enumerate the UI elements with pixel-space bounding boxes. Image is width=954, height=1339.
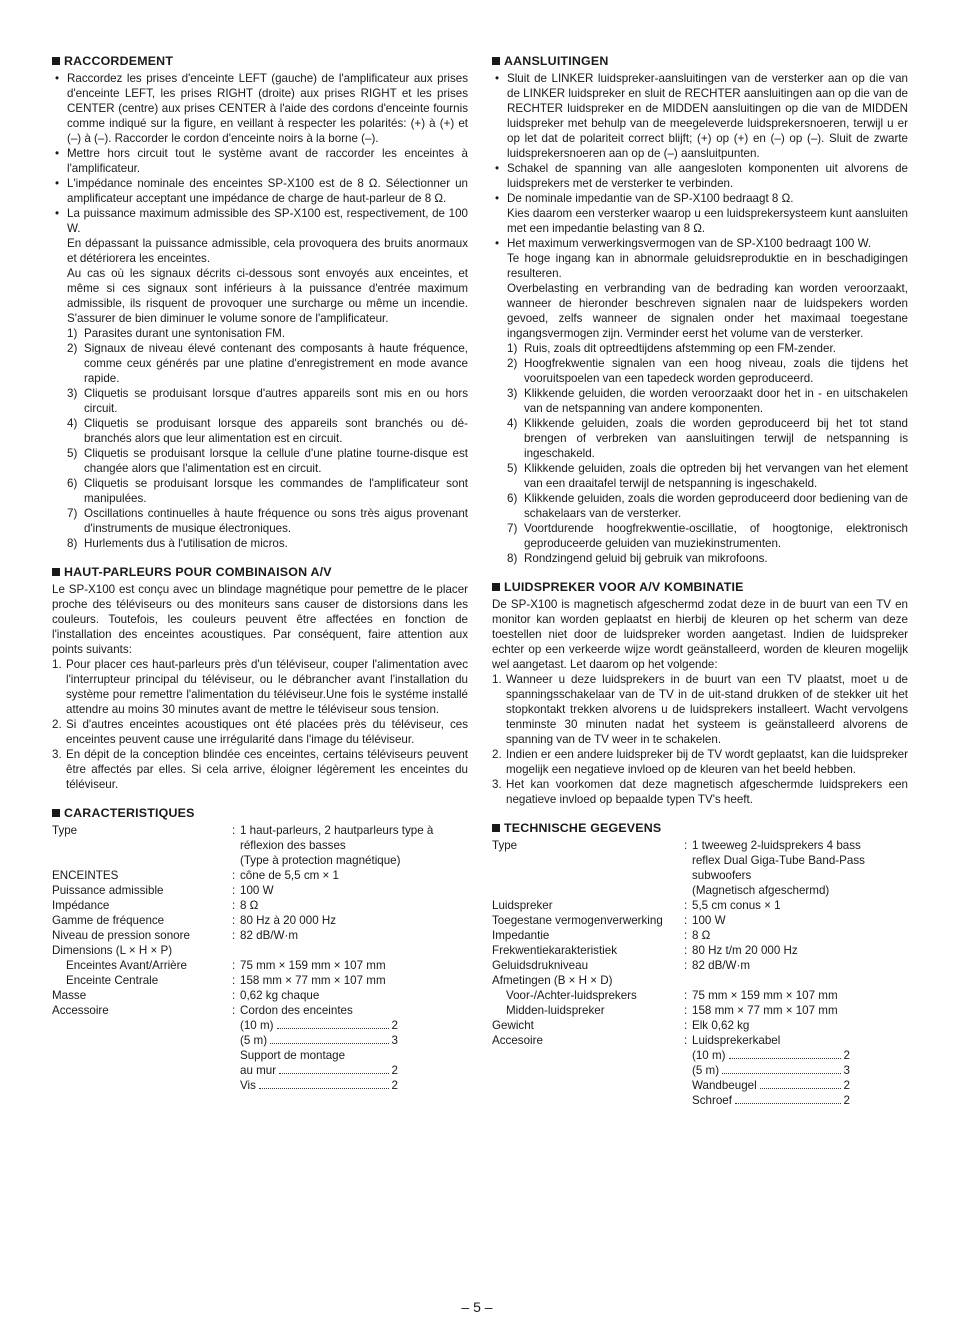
spec-row xyxy=(52,943,468,958)
list-item: 4) Cliquetis se produisant lorsque des appareils sont branchés ou dé-branchés alors que leur alimentation est en circuit. xyxy=(67,417,468,445)
spec-label: Gamme de fréquence xyxy=(52,914,165,927)
list-item: 3. Het kan voorkomen dat deze magnetisch afgeschermde luidsprekers een negatieve invloed op bepaalde typen TV's heeft. xyxy=(492,778,908,806)
spec-value-line: 75 mm × 159 mm × 107 mm xyxy=(240,959,386,972)
colon: : xyxy=(232,959,236,972)
heading-technische: TECHNISCHE GEGEVENS xyxy=(492,821,908,836)
spec-value-line: cône de 5,5 cm × 1 xyxy=(240,869,339,882)
spec-label: Puissance admissible xyxy=(52,884,164,897)
spec-value-line: 5,5 cm conus × 1 xyxy=(692,899,781,912)
bullet-dot-icon: • xyxy=(495,192,500,205)
spec-value xyxy=(684,1003,908,1018)
spec-row xyxy=(492,958,908,973)
list-item: 2. Indien er een andere luidspreker bij de TV wordt geplaatst, kan die luidspreker mogelijk een negatieve invloed op de kleuren van het beeld hebben. xyxy=(492,748,908,776)
spec-table xyxy=(492,838,908,1108)
accessory-line xyxy=(240,1048,398,1063)
signal-list xyxy=(52,326,468,551)
section-raccordement xyxy=(52,54,468,551)
bullet-item: • La puissance maximum admissible des SP-X100 est, respectivement, de 100 W. xyxy=(55,207,468,235)
spec-label: Frekwentiekarakteristiek xyxy=(492,944,617,957)
accessory-qty: 2 xyxy=(391,1064,398,1077)
bullet-dot-icon: • xyxy=(495,237,500,250)
colon: : xyxy=(232,974,236,987)
list-item: 6) Klikkende geluiden, zoals die worden geproduceerd door bediening van de schakelaars van de versterker. xyxy=(507,492,908,520)
dot-leader xyxy=(259,1078,389,1089)
list-item: 8) Hurlements dus à l'utilisation de micros. xyxy=(67,537,288,550)
heading-kombinatie: LUIDSPREKER VOOR A/V KOMBINATIE xyxy=(492,580,908,595)
accessory-label: (10 m) xyxy=(240,1019,274,1032)
colon: : xyxy=(684,989,688,1002)
spec-value-line: (Type à protection magnétique) xyxy=(240,854,401,867)
colon: : xyxy=(684,1019,688,1032)
spec-value-line: 1 tweeweg 2-luidsprekers 4 bass xyxy=(692,839,861,852)
colon: : xyxy=(232,899,236,912)
spec-value-line: subwoofers xyxy=(692,869,752,882)
spec-row xyxy=(492,1003,908,1018)
bullet-item: • Raccordez les prises d'enceinte LEFT (gauche) de l'amplificateur aux prises d'enceinte LEFT, les prises RIGHT (droite) aux prises RIGHT et les prises CENTER (centre) aux prises CENTER à l'aide des cordons d'enceinte fournis comme indiqué sur la figure, en veillant à respecter les polarités: (+) à (+) et (–) à (–). Raccorder le cordon d'enceinte noirs à la borne (–). xyxy=(55,72,468,145)
spec-value xyxy=(684,1018,908,1033)
spec-value-line: 82 dB/W·m xyxy=(240,929,298,942)
spec-row xyxy=(52,1003,468,1018)
spec-value-line: 8 Ω xyxy=(240,899,259,912)
list-item: 1. Pour placer ces haut-parleurs près d'un téléviseur, couper l'alimentation avec l'interrupteur principal du téléviseur, ou le débrancher avant l'installation du système pour remettre l'alimentation du téléviseur.Une fois le systéme installé attendre au moins 30 minutes avant de mettre le téléviseur sous tension. xyxy=(52,658,468,716)
spec-value xyxy=(684,943,908,958)
spec-value-line: Cordon des enceintes xyxy=(240,1004,353,1017)
spec-label: Accessoire xyxy=(52,1004,109,1017)
spec-value xyxy=(684,958,908,973)
list-item: 2. Si d'autres enceintes acoustiques ont été placées près du téléviseur, ces enceintes peuvent cause une irrégularité dans l'image du téléviseur. xyxy=(52,718,468,746)
colon: : xyxy=(684,944,688,957)
paragraph: Overbelasting en verbranding van de bedrading kan worden veroorzaakt, wanneer de hieronder beschreven signalen naar de luidspekers worden gevoed, zelfs wanneer de signalen onder het maximaal toegestane ingangsvermogen zijn. Verminder eerst het volume van de versterker. xyxy=(507,282,908,340)
spec-row xyxy=(52,988,468,1003)
spec-value xyxy=(684,1033,908,1048)
paragraph: Le SP-X100 est conçu avec un blindage magnétique pour pemettre de le placer proche des téléviseurs ou des moniteurs sans causer de distorsions dans les couleurs. Toutefois, les couleurs peuvent être affectées en fonction de l'installation des enceintes acoustiques. Par conséquent, faire attention aux points suivants: xyxy=(52,583,468,656)
spec-row xyxy=(52,958,468,973)
spec-value-line: 100 W xyxy=(692,914,726,927)
dot-leader xyxy=(735,1093,841,1104)
spec-value xyxy=(232,973,468,988)
square-bullet-icon xyxy=(492,57,500,65)
accessory-line xyxy=(240,1033,398,1048)
spec-value xyxy=(232,1003,468,1018)
list-item: 2) Signaux de niveau élevé contenant des composants à haute fréquence, comme ceux générés par une platine d'enregistrement en mode avance rapide. xyxy=(67,342,468,385)
accessory-qty: 2 xyxy=(391,1079,398,1092)
spec-table xyxy=(52,823,468,1093)
section-haut-parleurs xyxy=(52,565,468,792)
bullet-item: • Het maximum verwerkingsvermogen van de SP-X100 bedraagt 100 W. xyxy=(495,237,872,250)
square-bullet-icon xyxy=(492,583,500,591)
spec-label: Geluidsdrukniveau xyxy=(492,959,589,972)
bullet-item: • Schakel de spanning van alle aangesloten komponenten uit alvorens de luidsprekers met de versterker te verbinden. xyxy=(495,162,908,190)
section-kombinatie xyxy=(492,580,908,807)
dot-leader xyxy=(277,1018,389,1029)
colon: : xyxy=(684,839,688,852)
list-item: 3) Cliquetis se produisant lorsque d'autres appareils sont mis en ou hors circuit. xyxy=(67,387,468,415)
spec-row xyxy=(492,898,908,913)
bullet-dot-icon: • xyxy=(55,177,60,190)
spec-value xyxy=(684,838,908,898)
colon: : xyxy=(232,869,236,882)
colon: : xyxy=(232,989,236,1002)
spec-value-line: 8 Ω xyxy=(692,929,711,942)
spec-value-line: 80 Hz t/m 20 000 Hz xyxy=(692,944,798,957)
spec-value xyxy=(232,958,468,973)
paragraph: Kies daarom een versterker waarop u een luidsprekersysteem kunt aansluiten met een impedantie belasting van 8 Ω. xyxy=(507,207,908,235)
accessory-qty: 2 xyxy=(391,1019,398,1032)
square-bullet-icon xyxy=(492,824,500,832)
spec-label: ENCEINTES xyxy=(52,869,119,882)
accessory-label: Schroef xyxy=(692,1094,732,1107)
accessory-line xyxy=(692,1063,850,1078)
list-item: 1) Ruis, zoals dit optreedtijdens afstemming op een FM-zender. xyxy=(507,342,836,355)
spec-label: Accesoire xyxy=(492,1034,543,1047)
list-item: 7) Oscillations continuelles à haute fréquence ou sons très aigus provenant d'instruments de musique électroniques. xyxy=(67,507,468,535)
right-column xyxy=(492,54,908,1108)
bullet-item: • L'impédance nominale des enceintes SP-X100 est de 8 Ω. Sélectionner un amplificateur acceptant une impédance de charge de haut-parleur de 8 Ω. xyxy=(55,177,468,205)
spec-value-line: 158 mm × 77 mm × 107 mm xyxy=(692,1004,838,1017)
list-item: 7) Voortdurende hoogfrekwentie-oscillatie, of hoogtonige, elektronisch geproduceerde geluiden van muziekinstrumenten. xyxy=(507,522,908,550)
spec-value xyxy=(232,883,468,898)
accessory-line xyxy=(240,1018,398,1033)
spec-value-line: 82 dB/W·m xyxy=(692,959,750,972)
left-column xyxy=(52,54,468,1093)
dot-leader xyxy=(760,1078,841,1089)
section-aansluitingen xyxy=(492,54,908,566)
list-item: 2) Hoogfrekwentie signalen van een hoog niveau, zoals die tijdens het vooruitspoelen van een tapedeck worden geproduceerd. xyxy=(507,357,908,385)
accessory-qty: 2 xyxy=(843,1094,850,1107)
spec-value-line: 100 W xyxy=(240,884,274,897)
list-item: 1. Wanneer u deze luidsprekers in de buurt van een TV plaatst, moet u de spanningsschakelaar van de TV in de uit-stand drukken of de stekker uit het stopkontakt trekken alvorens u de luidsprekers installeert. Wacht vervolgens tenminste 30 minuten nadat het systeem is geänstalleerd alvorens de spanning van de TV weer in te schakelen. xyxy=(492,673,908,746)
bullet-dot-icon: • xyxy=(495,162,500,175)
accessory-line xyxy=(692,1093,850,1108)
spec-label: Voor-/Achter-luidsprekers xyxy=(506,989,637,1002)
bullet-item: • Mettre hors circuit tout le système avant de raccorder les enceintes à l'amplificateur. xyxy=(55,147,468,175)
dot-leader xyxy=(722,1063,840,1074)
colon: : xyxy=(684,914,688,927)
spec-label: Gewicht xyxy=(492,1019,534,1032)
accessory-qty: 2 xyxy=(843,1049,850,1062)
paragraph: Au cas où les signaux décrits ci-dessous sont envoyés aux enceintes, et même si ces signaux sont inférieurs à la puissance d'entrée maximum admissible, ils risquent de provoquer une surcharge ou même un incendie. S'assurer de bien diminuer le volume sonore de l'amplificateur. xyxy=(67,267,468,325)
accessory-label: (5 m) xyxy=(240,1034,268,1047)
heading-aansluitingen: AANSLUITINGEN xyxy=(492,54,908,69)
spec-row xyxy=(52,868,468,883)
spec-value xyxy=(684,898,908,913)
colon: : xyxy=(684,1034,688,1047)
signal-list xyxy=(492,341,908,566)
accessory-qty: 3 xyxy=(843,1064,850,1077)
list-item: 4) Klikkende geluiden, zoals die worden geproduceerd bij het tot stand brengen of verbreken van aansluitingen terwijl de netspanning is ingeschakeld. xyxy=(507,417,908,460)
colon: : xyxy=(232,914,236,927)
spec-value-line: Elk 0,62 kg xyxy=(692,1019,750,1032)
square-bullet-icon xyxy=(52,568,60,576)
dot-leader xyxy=(279,1063,388,1074)
list-item: 1) Parasites durant une syntonisation FM. xyxy=(67,327,286,340)
spec-value xyxy=(232,913,468,928)
spec-value-line: 0,62 kg chaque xyxy=(240,989,320,1002)
colon: : xyxy=(684,899,688,912)
list-item: 8) Rondzingend geluid bij gebruik van mikrofoons. xyxy=(507,552,768,565)
spec-label: Dimensions (L × H × P) xyxy=(52,944,173,957)
colon: : xyxy=(684,929,688,942)
accessory-line xyxy=(692,1078,850,1093)
colon: : xyxy=(232,929,236,942)
spec-row xyxy=(492,988,908,1003)
spec-label: Impedantie xyxy=(492,929,550,942)
accessory-label: (5 m) xyxy=(692,1064,720,1077)
square-bullet-icon xyxy=(52,57,60,65)
spec-row xyxy=(492,913,908,928)
spec-row xyxy=(492,943,908,958)
spec-value-line: Luidsprekerkabel xyxy=(692,1034,781,1047)
list-item: 5) Klikkende geluiden, zoals die optreden bij het vervangen van het element van een draaitafel terwijl de netspanning is ingeschakeld. xyxy=(507,462,908,490)
accessory-line xyxy=(240,1078,398,1093)
bullet-item: • Sluit de LINKER luidspreker-aansluitingen van de versterker aan op die van de LINKER luidspreker en sluit de RECHTER aansluitingen aan op die van de RECHTER luidspreker en de MIDDEN aansluitingen op die van de MIDDEN luidspreker met behulp van de meegeleverde luidsprekersnoeren, terwijl u er op let dat de polariteit correct blijft; (+) op (+) en (–) op (–). Sluit de zwarte luidsprekersnoeren aan op de (–) aansluitpunten. xyxy=(495,72,908,160)
paragraph: De SP-X100 is magnetisch afgeschermd zodat deze in de buurt van een TV en monitor kan worden geplaatst en hierbij de kleuren op het scherm van deze toestellen niet door de luidspreker worden aangetast. Indien de luidspreker echter op een verkeerde wijze wordt geänstalleerd, worden de kleuren mogelijk wel aangetast. Let daarom op het volgende: xyxy=(492,598,908,671)
spec-value-line: 1 haut-parleurs, 2 hautparleurs type à xyxy=(240,824,434,837)
page-number: – 5 – xyxy=(461,1299,493,1315)
spec-label: Type xyxy=(52,824,78,837)
bullet-dot-icon: • xyxy=(55,72,60,85)
bullet-item: • De nominale impedantie van de SP-X100 bedraagt 8 Ω. xyxy=(495,192,794,205)
accessory-label: Vis xyxy=(240,1079,256,1092)
spec-value xyxy=(232,898,468,913)
spec-label: Enceinte Centrale xyxy=(66,974,159,987)
colon: : xyxy=(232,824,236,837)
accessory-label: (10 m) xyxy=(692,1049,726,1062)
spec-label: Masse xyxy=(52,989,87,1002)
spec-label: Midden-luidspreker xyxy=(506,1004,605,1017)
spec-label: Impédance xyxy=(52,899,110,912)
paragraph: Te hoge ingang kan in abnormale geluidsreproduktie en in beschadigingen resulteren. xyxy=(507,252,908,280)
spec-row xyxy=(52,898,468,913)
spec-value xyxy=(232,928,468,943)
list-item: 6) Cliquetis se produisant lorsque les commandes de l'amplificateur sont manipulées. xyxy=(67,477,468,505)
colon: : xyxy=(684,959,688,972)
accessory-line xyxy=(692,1048,850,1063)
accessory-label: Support de montage xyxy=(240,1049,346,1062)
spec-value-line: 158 mm × 77 mm × 107 mm xyxy=(240,974,386,987)
spec-row xyxy=(52,823,468,868)
spec-value xyxy=(684,988,908,1003)
heading-caracteristiques: CARACTERISTIQUES xyxy=(52,806,468,821)
spec-value-line: 80 Hz à 20 000 Hz xyxy=(240,914,337,927)
spec-label: Toegestane vermogenverwerking xyxy=(492,914,663,927)
colon: : xyxy=(684,1004,688,1017)
paragraph: En dépassant la puissance admissible, cela provoquera des bruits anormaux et détériorera les enceintes. xyxy=(67,237,468,265)
heading-haut-parleurs: HAUT-PARLEURS POUR COMBINAISON A/V xyxy=(52,565,468,580)
spec-label: Type xyxy=(492,839,518,852)
spec-value xyxy=(232,988,468,1003)
spec-value xyxy=(232,823,468,868)
accessory-line xyxy=(240,1063,398,1078)
spec-row xyxy=(492,1033,908,1048)
spec-label: Niveau de pression sonore xyxy=(52,929,190,942)
heading-raccordement: RACCORDEMENT xyxy=(52,54,468,69)
spec-label: Enceintes Avant/Arrière xyxy=(66,959,187,972)
spec-row xyxy=(492,1018,908,1033)
section-technische xyxy=(492,821,908,1108)
spec-value-line: reflex Dual Giga-Tube Band-Pass xyxy=(692,854,865,867)
spec-value-line: (Magnetisch afgeschermd) xyxy=(692,884,830,897)
accessory-qty: 2 xyxy=(843,1079,850,1092)
spec-row xyxy=(52,973,468,988)
spec-row xyxy=(492,928,908,943)
bullet-dot-icon: • xyxy=(495,72,500,85)
list-item: 3) Klikkende geluiden, die worden veroorzaakt door het in - en uitschakelen van de netspanning van andere komponenten. xyxy=(507,387,908,415)
bullet-dot-icon: • xyxy=(55,147,60,160)
accessory-label: au mur xyxy=(240,1064,277,1077)
bullet-dot-icon: • xyxy=(55,207,60,220)
list-item: 3. En dépit de la conception blindée ces enceintes, certains téléviseurs peuvent être affectés par elles. Si cela arrive, éloigner légèrement les enceintes du téléviseur. xyxy=(52,748,468,791)
spec-row xyxy=(52,883,468,898)
colon: : xyxy=(232,1004,236,1017)
dot-leader xyxy=(729,1048,841,1059)
spec-value-line: 75 mm × 159 mm × 107 mm xyxy=(692,989,838,1002)
accessory-qty: 3 xyxy=(391,1034,398,1047)
spec-value-line: réflexion des basses xyxy=(240,839,346,852)
spec-value xyxy=(684,913,908,928)
spec-row xyxy=(492,838,908,898)
list-item: 5) Cliquetis se produisant lorsque la cellule d'une platine tourne-disque est changée alors que l'alimentation est en circuit. xyxy=(67,447,468,475)
section-caracteristiques xyxy=(52,806,468,1093)
spec-row xyxy=(52,928,468,943)
spec-value xyxy=(684,928,908,943)
spec-label: Afmetingen (B × H × D) xyxy=(492,974,613,987)
colon: : xyxy=(232,884,236,897)
spec-label: Luidspreker xyxy=(492,899,553,912)
dot-leader xyxy=(270,1033,388,1044)
spec-row xyxy=(492,973,908,988)
accessory-label: Wandbeugel xyxy=(692,1079,757,1092)
square-bullet-icon xyxy=(52,809,60,817)
spec-row xyxy=(52,913,468,928)
spec-value xyxy=(232,868,468,883)
